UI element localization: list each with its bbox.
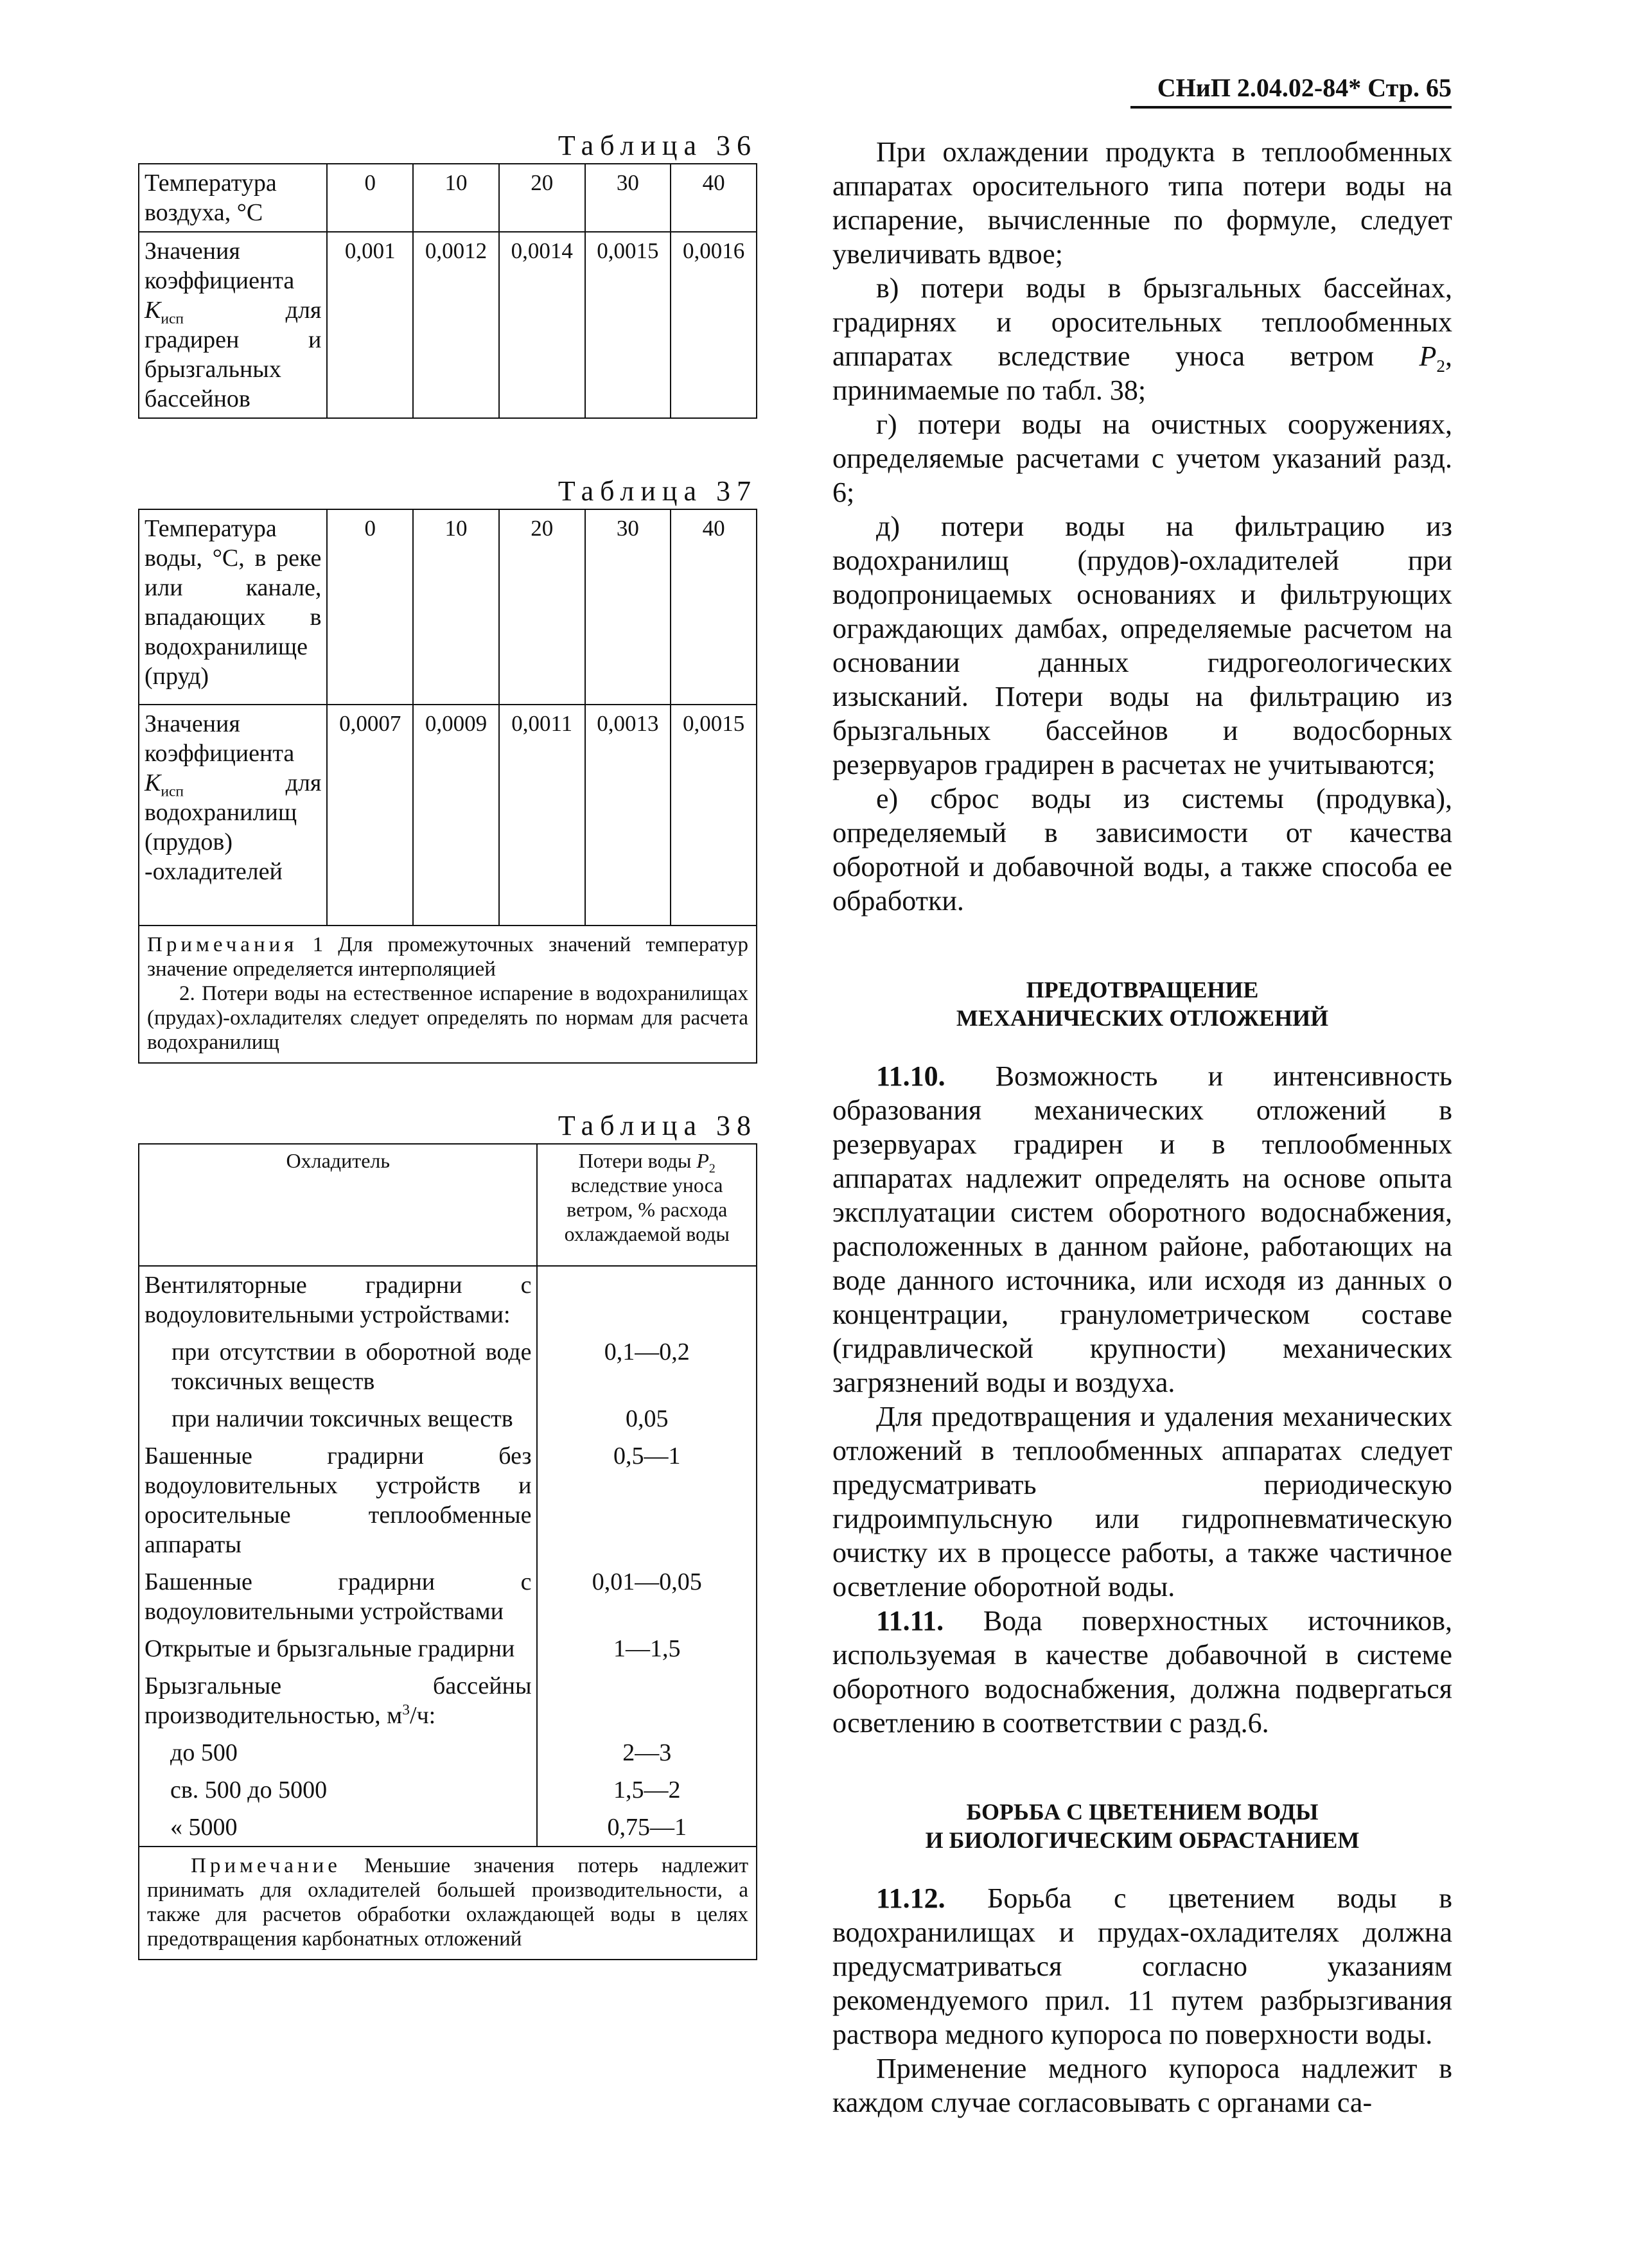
table-row (139, 1771, 757, 1809)
cell-text: Брызгальные бассейны производительностью, м (145, 1672, 532, 1729)
table-cell: Температура воздуха, °С (139, 164, 327, 232)
paragraph: д) потери воды на фильтрацию из водохранилищ (прудов)-охладителей при водопроницаемых основаниях и фильтрующих ограждающих дамбах, определяемые расчетом на основании данных гидрогеологических изысканий. Потери воды на фильтрацию из брызгальных бассейнов и водосборных резервуаров градирен в расчетах не учитываются; (832, 511, 1452, 780)
table-row (139, 232, 757, 418)
table-36 (138, 163, 757, 419)
column-header (537, 1144, 757, 1266)
table-cell: 0,0013 (585, 705, 671, 926)
note-heading: Примечание (191, 1854, 341, 1877)
paragraph: При охлаждении продукта в теплообменных аппаратах оросительного типа потери воды на испарение, вычисленные по формуле, следует увеличивать вдвое; (832, 136, 1452, 270)
table-cell: 40 (671, 164, 757, 232)
table-cell: 30 (585, 509, 671, 705)
note-text: 1 Для промежуточных значений температур значение определяется интерполяцией (147, 933, 748, 981)
paragraph: Применение медного купороса надлежит в каждом случае согласовывать с органами са- (832, 2053, 1452, 2118)
table-cell: 0,0011 (499, 705, 585, 926)
right-column (832, 128, 1452, 2119)
column-header: Охладитель (139, 1144, 537, 1266)
paragraph-text: , принимаемые по табл. 38; (832, 340, 1452, 406)
section-title: И БИОЛОГИЧЕСКИМ ОБРАСТАНИЕМ (925, 1827, 1360, 1853)
table-cell: 0,0015 (585, 232, 671, 418)
symbol: K (145, 769, 161, 796)
table-cell: 0,05 (537, 1400, 757, 1437)
table36-title: Таблица 36 (558, 130, 757, 161)
table-row (139, 1437, 757, 1563)
paragraph: е) сброс воды из системы (продувка), определяемый в зависимости от качества оборотной и добавочной воды, а также способа ее обработки. (832, 783, 1452, 917)
table-row (139, 1734, 757, 1771)
paragraph: Для предотвращения и удаления механических отложений в теплообменных аппаратах следует предусматривать периодическую гидроимпульсную или гидропневматическую очистку их в процессе работы, а также частичное осветление оборотной воды. (832, 1401, 1452, 1602)
table-cell: 40 (671, 509, 757, 705)
table-cell: 20 (499, 164, 585, 232)
table-cell: 0,0012 (413, 232, 499, 418)
table-cell: 0,0016 (671, 232, 757, 418)
table-cell: 0 (327, 509, 413, 705)
symbol: P (696, 1149, 709, 1172)
table-cell: 0 (327, 164, 413, 232)
clause-text: Вода поверхностных источников, используемая в качестве добавочной в системе оборотного водоснабжения, должна подвергаться осветлению в соответствии с разд.6. (832, 1605, 1452, 1739)
table-cell: 0,001 (327, 232, 413, 418)
clause-text: Борьба с цветением воды в водохранилищах и прудах-охладителях должна предусматриваться согласно указаниям рекомендуемого прил. 11 путем разбрызгивания раствора медного купороса по поверхности воды. (832, 1882, 1452, 2050)
table-header-row (139, 1144, 757, 1266)
note-text: Меньшие значения потерь надлежит принимать для охладителей большей производительности, а также для расчетов обработки охлаждающей воды в целях предотвращения карбонатных отложений (147, 1854, 748, 1951)
subscript: 2 (708, 1161, 716, 1176)
clause-number: 11.11. (876, 1605, 944, 1637)
table-cell: 2—3 (537, 1734, 757, 1771)
table-cell: Башенные градирни без водоуловительных устройств и оросительные теплообменные аппараты (139, 1437, 537, 1563)
table-cell: 0,0015 (671, 705, 757, 926)
symbol: K (145, 297, 161, 324)
table38-title: Таблица 38 (558, 1110, 757, 1141)
table-cell: 10 (413, 509, 499, 705)
notes-heading: Примечания (147, 933, 298, 956)
clause-11-11 (832, 1604, 1452, 1740)
table-cell (139, 705, 327, 926)
clause-text: Возможность и интенсивность образования механических отложений в резервуарах градирен и в теплообменных аппаратах надлежит определять на основе опыта эксплуатации систем оборотного водоснабжения, расположенных в данном районе, работающих на воде данного источника, или исходя из данных о концентрации, гранулометрическом составе (гидравлической крупности) механических загрязнений воды и воздуха. (832, 1060, 1452, 1398)
table-38 (138, 1143, 757, 1847)
page-header: СНиП 2.04.02-84* Стр. 65 (1157, 73, 1452, 102)
header-text: вследствие уноса ветром, % расхода охлаждаемой воды (564, 1173, 730, 1245)
cell-text: для водохранилищ (прудов) -охладителей (145, 769, 322, 885)
table-cell: при отсутствии в оборотной воде токсичных веществ (139, 1333, 537, 1400)
subscript: 2 (1436, 356, 1445, 376)
paragraph: г) потери воды на очистных сооружениях, определяемые расчетами с учетом указаний разд. 6; (832, 408, 1452, 508)
table-cell: 1,5—2 (537, 1771, 757, 1809)
header-text: Потери воды (578, 1149, 697, 1172)
table-cell: 0,0014 (499, 232, 585, 418)
table-cell: Температура воды, °С, в реке или канале, впадающих в водохранилище (пруд) (139, 509, 327, 705)
table-cell: до 500 (139, 1734, 537, 1771)
table-row (139, 164, 757, 232)
table-cell: 0,0007 (327, 705, 413, 926)
table-row (139, 1333, 757, 1400)
table-row (139, 1630, 757, 1667)
table-row (139, 1563, 757, 1630)
table-cell (139, 1667, 537, 1734)
cell-text: Значения коэффициента (145, 238, 295, 294)
cell-text: Значения коэффициента (145, 710, 295, 767)
header-rule (1130, 106, 1452, 109)
table-row (139, 1400, 757, 1437)
table-row (139, 509, 757, 705)
symbol: P (1419, 340, 1437, 372)
table-cell: 0,5—1 (537, 1437, 757, 1563)
table-cell: 10 (413, 164, 499, 232)
table-row (139, 1667, 757, 1734)
table-cell: Вентиляторные градирни с водоуловительными устройствами: (139, 1266, 537, 1333)
table-row (139, 705, 757, 926)
table-row (139, 1266, 757, 1333)
table-cell: 0,0009 (413, 705, 499, 926)
table-cell: 0,1—0,2 (537, 1333, 757, 1400)
cell-text: для градирен и брызгальных бассейнов (145, 297, 322, 412)
table-cell: « 5000 (139, 1809, 537, 1847)
table-cell: Башенные градирни с водоуловительными устройствами (139, 1563, 537, 1630)
table-cell (537, 1667, 757, 1734)
clause-11-10 (832, 1059, 1452, 1400)
table-cell: 0,01—0,05 (537, 1563, 757, 1630)
clause-11-12 (832, 1881, 1452, 2051)
clause-number: 11.10. (876, 1060, 945, 1092)
note-2: 2. Потери воды на естественное испарение в водохранилищах (прудах)-охладителях следует определять по нормам для расчета водохранилищ (147, 982, 748, 1054)
subscript: исп (161, 783, 184, 800)
table-37 (138, 509, 757, 926)
section-title: ПРЕДОТВРАЩЕНИЕ (1026, 977, 1259, 1003)
superscript: 3 (402, 1701, 410, 1719)
left-column (138, 128, 757, 1960)
subscript: исп (161, 310, 184, 328)
clause-number: 11.12. (876, 1882, 945, 1914)
table38-note (138, 1847, 757, 1960)
table-cell: 20 (499, 509, 585, 705)
table-cell: 30 (585, 164, 671, 232)
paragraph (832, 271, 1452, 407)
table-cell: при наличии токсичных веществ (139, 1400, 537, 1437)
table-cell: Открытые и брызгальные градирни (139, 1630, 537, 1667)
note-1 (147, 933, 748, 981)
table37-title: Таблица 37 (558, 475, 757, 507)
table-cell (537, 1266, 757, 1333)
paragraph-text: в) потери воды в брызгальных бассейнах, градирнях и оросительных теплообменных аппаратах вследствие уноса ветром (832, 272, 1452, 372)
table-cell (139, 232, 327, 418)
cell-text: /ч: (410, 1702, 436, 1729)
table-cell: 0,75—1 (537, 1809, 757, 1847)
section-title: МЕХАНИЧЕСКИХ ОТЛОЖЕНИЙ (956, 1005, 1329, 1031)
table37-notes (138, 926, 757, 1064)
table-cell: 1—1,5 (537, 1630, 757, 1667)
table-row (139, 1809, 757, 1847)
section-title: БОРЬБА С ЦВЕТЕНИЕМ ВОДЫ (966, 1799, 1319, 1825)
table-cell: св. 500 до 5000 (139, 1771, 537, 1809)
